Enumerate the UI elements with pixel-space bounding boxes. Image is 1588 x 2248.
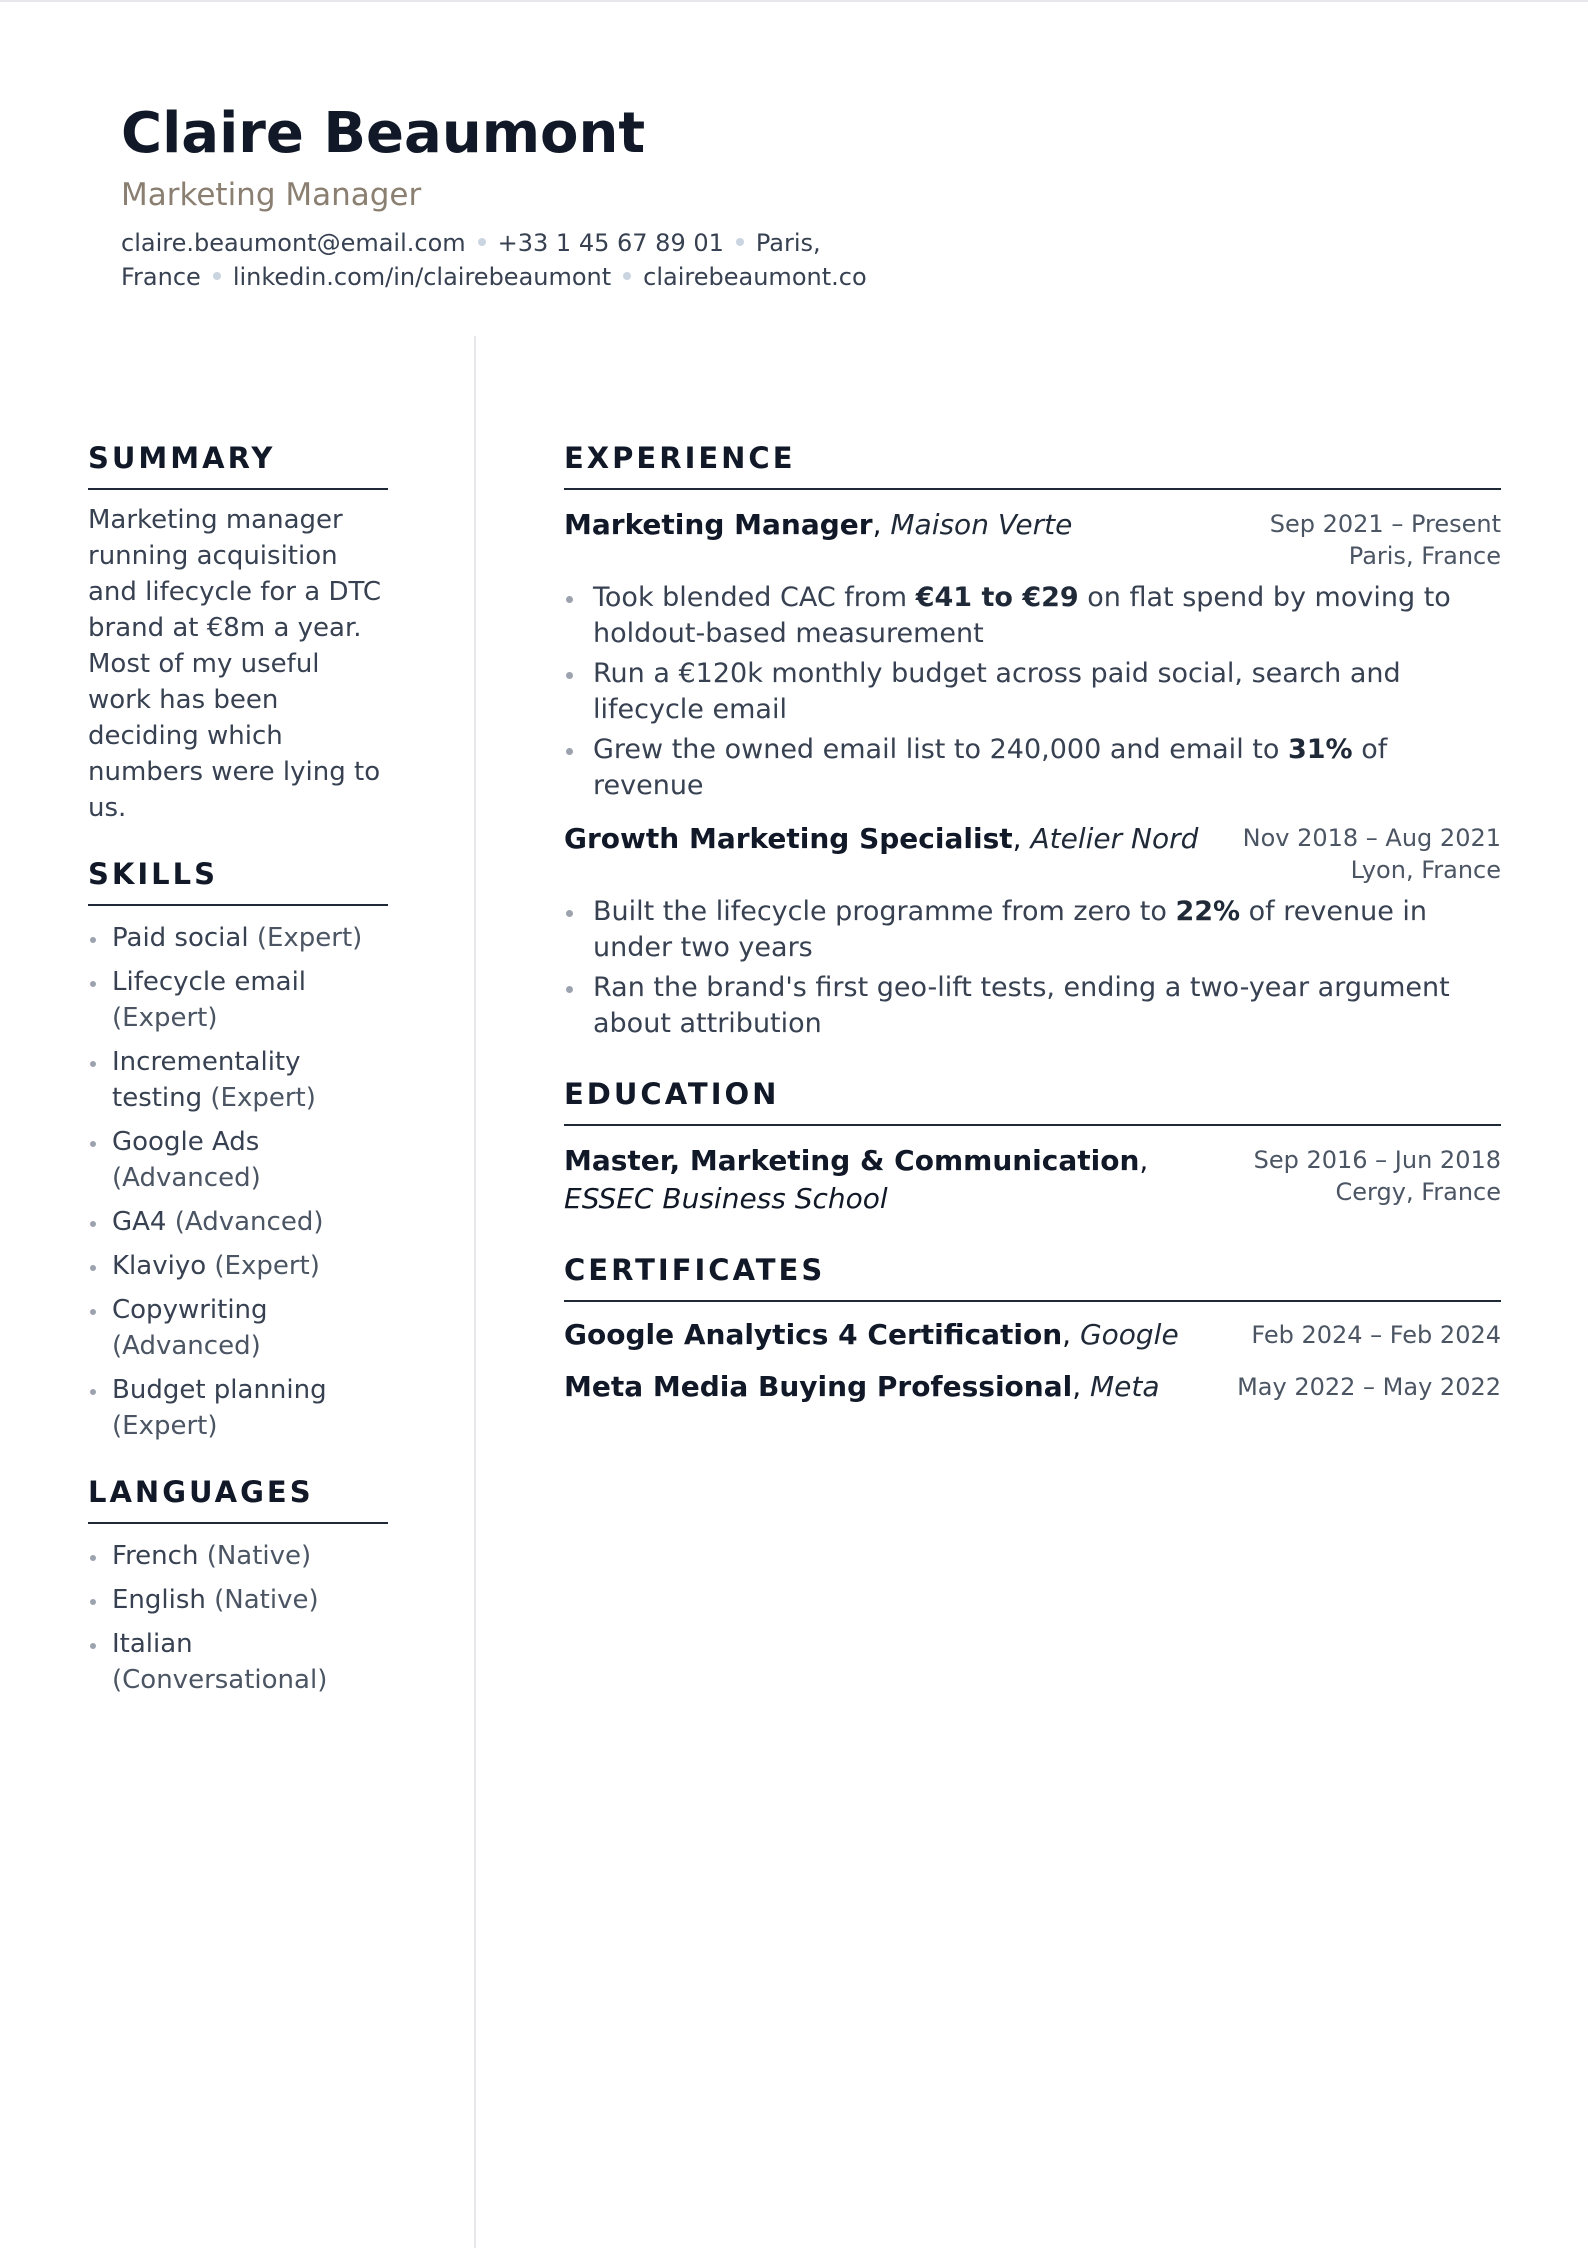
education-degree: Master, Marketing & Communication (564, 1144, 1140, 1177)
language-level: (Native) (206, 1541, 312, 1571)
job-entry (564, 820, 1501, 1042)
certificate-name: Meta Media Buying Professional (564, 1370, 1073, 1403)
job-header (564, 820, 1501, 886)
language-item (88, 1626, 388, 1698)
education-dates: Sep 2016 – Jun 2018 (1253, 1146, 1501, 1174)
experience-section (564, 440, 1501, 1042)
job-meta (1270, 506, 1501, 572)
certificate-dates: May 2022 – May 2022 (1237, 1373, 1501, 1401)
job-bullets (564, 894, 1501, 1042)
education-section (564, 1076, 1501, 1218)
language-level: (Conversational) (112, 1665, 328, 1695)
skill-item (88, 1124, 388, 1196)
skill-item (88, 1044, 388, 1116)
language-level: (Native) (214, 1585, 319, 1615)
certificates-heading: CERTIFICATES (564, 1252, 1501, 1302)
skills-heading: SKILLS (88, 856, 388, 906)
job-bullet: Took blended CAC from €41 to €29 on flat spend by moving to holdout-based measurement (564, 580, 1501, 652)
skill-level: (Expert) (256, 923, 363, 953)
job-title-line: Growth Marketing Specialist, Atelier Nord (564, 822, 1199, 855)
skill-name: Lifecycle email (112, 967, 307, 997)
skill-level: (Expert) (214, 1251, 320, 1281)
job-role: Growth Marketing Specialist (564, 822, 1013, 855)
job-title-line: Marketing Manager, Maison Verte (564, 508, 1073, 541)
language-name: Italian (112, 1629, 193, 1659)
language-name: French (112, 1541, 199, 1571)
sidebar (88, 440, 388, 1728)
skill-level: (Advanced) (174, 1207, 324, 1237)
contact-phone[interactable]: +33 1 45 67 89 01 (497, 229, 724, 257)
skill-name: Copywriting (112, 1295, 268, 1325)
language-name: English (112, 1585, 206, 1615)
job-bullets (564, 580, 1501, 804)
skill-level: (Advanced) (112, 1163, 261, 1193)
job-bullet: Ran the brand's first geo-lift tests, ending a two-year argument about attribution (564, 970, 1501, 1042)
skill-level: (Advanced) (112, 1331, 261, 1361)
education-title: Master, Marketing & Communication, ESSEC Business School (564, 1144, 1149, 1215)
separator-dot (478, 238, 486, 246)
separator-dot (736, 238, 744, 246)
contact-email[interactable]: claire.beaumont@email.com (121, 229, 466, 257)
job-entry (564, 506, 1501, 804)
education-school: ESSEC Business School (564, 1182, 888, 1215)
education-entry (564, 1142, 1501, 1218)
education-header (564, 1142, 1501, 1218)
contact-website[interactable]: clairebeaumont.co (643, 263, 867, 291)
certificate-entry (564, 1316, 1501, 1354)
languages-section (88, 1474, 388, 1698)
education-location: Cergy, France (1335, 1178, 1501, 1206)
skill-item (88, 920, 388, 956)
skill-item (88, 1248, 388, 1284)
certificate-issuer: Meta (1090, 1370, 1160, 1403)
contact-linkedin[interactable]: linkedin.com/in/clairebeaumont (232, 263, 612, 291)
resume-header (121, 98, 921, 294)
skill-item (88, 1372, 388, 1444)
separator-dot (213, 272, 221, 280)
summary-text: Marketing manager running acquisition and lifecycle for a DTC brand at €8m a year. Most of my useful work has been deciding which numbers were lying to us. (88, 505, 381, 823)
job-company: Maison Verte (890, 508, 1073, 541)
job-bullet: Built the lifecycle programme from zero to 22% of revenue in under two years (564, 894, 1501, 966)
job-company: Atelier Nord (1030, 822, 1199, 855)
certificate-entry (564, 1368, 1501, 1406)
certificate-dates: Feb 2024 – Feb 2024 (1251, 1321, 1501, 1349)
skill-level: (Expert) (112, 1411, 218, 1441)
skills-list (88, 920, 388, 1444)
skill-name: Google Ads (112, 1127, 260, 1157)
certificates-section (564, 1252, 1501, 1406)
skill-name: GA4 (112, 1207, 167, 1237)
separator-dot (623, 272, 631, 280)
skill-item (88, 964, 388, 1036)
job-location: Lyon, France (1350, 856, 1501, 884)
certificate-title: Meta Media Buying Professional, Meta (564, 1370, 1160, 1403)
job-dates: Sep 2021 – Present (1269, 510, 1501, 538)
candidate-title: Marketing Manager (121, 177, 422, 213)
job-location: Paris, France (1348, 542, 1501, 570)
languages-heading: LANGUAGES (88, 1474, 388, 1524)
skill-name: Klaviyo (112, 1251, 207, 1281)
summary-heading: SUMMARY (88, 440, 388, 490)
column-divider (474, 336, 476, 2248)
experience-heading: EXPERIENCE (564, 440, 1501, 490)
language-item (88, 1538, 388, 1574)
job-header (564, 506, 1501, 572)
job-bullet: Run a €120k monthly budget across paid social, search and lifecycle email (564, 656, 1501, 728)
certificate-title: Google Analytics 4 Certification, Google (564, 1318, 1179, 1351)
skill-item (88, 1204, 388, 1240)
main-column (564, 440, 1501, 1440)
languages-list (88, 1538, 388, 1698)
summary-section (88, 440, 388, 826)
job-role: Marketing Manager (564, 508, 873, 541)
candidate-name: Claire Beaumont (121, 101, 646, 166)
contact-location: Paris, France (121, 229, 821, 291)
contact-line (121, 226, 901, 294)
skill-name: Incrementality testing (112, 1047, 301, 1113)
education-meta (1254, 1142, 1501, 1208)
education-heading: EDUCATION (564, 1076, 1501, 1126)
skills-section (88, 856, 388, 1444)
skill-name: Paid social (112, 923, 249, 953)
job-meta (1243, 820, 1501, 886)
job-dates: Nov 2018 – Aug 2021 (1242, 824, 1501, 852)
skill-item (88, 1292, 388, 1364)
skill-name: Budget planning (112, 1375, 327, 1405)
language-item (88, 1582, 388, 1618)
certificate-name: Google Analytics 4 Certification (564, 1318, 1063, 1351)
certificate-issuer: Google (1079, 1318, 1179, 1351)
skill-level: (Expert) (210, 1083, 316, 1113)
skill-level: (Expert) (112, 1003, 218, 1033)
job-bullet: Grew the owned email list to 240,000 and email to 31% of revenue (564, 732, 1501, 804)
